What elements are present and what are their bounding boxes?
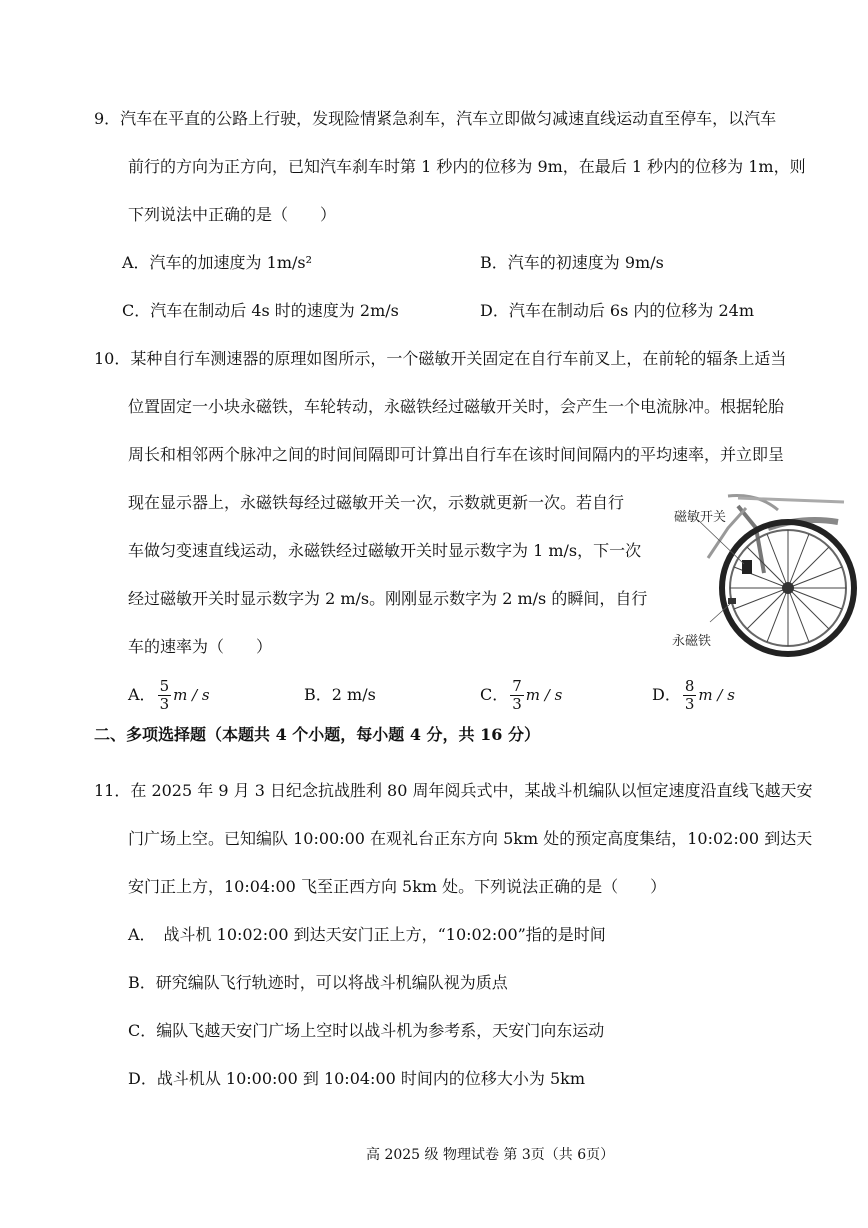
fraction-numerator: 7 xyxy=(512,677,522,695)
q9-option-a: A．汽车的加速度为 1m/s² xyxy=(122,253,313,272)
fraction-5-3 xyxy=(158,678,172,713)
unit-label: m / s xyxy=(173,686,210,704)
q10-line-5: 车做匀变速直线运动，永磁铁经过磁敏开关时显示数字为 1 m/s，下一次 xyxy=(128,541,642,560)
unit-label: m / s xyxy=(698,686,735,704)
q10-option-d-label: D． xyxy=(652,685,681,704)
q9-line-3: 下列说法中正确的是（ ） xyxy=(128,205,337,224)
q10-option-c xyxy=(480,678,562,713)
q9-line-2: 前行的方向为正方向，已知汽车刹车时第 1 秒内的位移为 9m，在最后 1 秒内的位移为 1m，则 xyxy=(128,157,806,176)
q10-line-3: 周长和相邻两个脉冲之间的时间间隔即可计算出自行车在该时间间隔内的平均速率，并立即呈 xyxy=(128,445,785,464)
q9-option-b: B．汽车的初速度为 9m/s xyxy=(480,253,664,272)
q10-line-4: 现在显示器上，永磁铁每经过磁敏开关一次，示数就更新一次。若自行 xyxy=(128,493,625,512)
q9-option-d: D．汽车在制动后 6s 内的位移为 24m xyxy=(480,301,755,320)
q10-option-b: B．2 m/s xyxy=(304,685,376,704)
q11-option-c: C．编队飞越天安门广场上空时以战斗机为参考系，天安门向东运动 xyxy=(128,1021,605,1040)
q10-line-7: 车的速率为（ ） xyxy=(128,637,273,656)
q11-line-1: 11．在 2025 年 9 月 3 日纪念抗战胜利 80 周年阅兵式中，某战斗机编队以恒定速度沿直线飞越天安 xyxy=(94,781,813,800)
q11-option-d: D．战斗机从 10:00:00 到 10:04:00 时间内的位移大小为 5km xyxy=(128,1069,586,1088)
fraction-numerator: 8 xyxy=(684,677,695,695)
q10-option-d xyxy=(652,678,735,713)
fraction-7-3 xyxy=(510,678,524,713)
q10-line-6: 经过磁敏开关时显示数字为 2 m/s。刚刚显示数字为 2 m/s 的瞬间，自行 xyxy=(128,589,648,608)
label-magnetic-switch: 磁敏开关 xyxy=(674,510,727,525)
fraction-denominator: 3 xyxy=(684,695,695,713)
label-permanent-magnet: 永磁铁 xyxy=(672,634,712,649)
bicycle-speedometer-figure xyxy=(668,488,862,658)
q11-option-a: A． 战斗机 10:02:00 到达天安门正上方，“10:02:00”指的是时间 xyxy=(128,925,606,944)
section-2-title: 二、多项选择题（本题共 4 个小题，每小题 4 分，共 16 分） xyxy=(94,725,540,744)
page-footer: 高 2025 级 物理试卷 第 3页（共 6页） xyxy=(366,1147,615,1163)
q11-line-2: 门广场上空。已知编队 10:00:00 在观礼台正东方向 5km 处的预定高度集结，10:02:00 到达天 xyxy=(128,829,813,848)
q10-option-a-label: A． xyxy=(128,685,156,704)
fraction-denominator: 3 xyxy=(512,695,522,713)
permanent-magnet xyxy=(728,598,736,604)
q11-line-3: 安门正上方，10:04:00 飞至正西方向 5km 处。下列说法正确的是（ ） xyxy=(128,877,667,896)
q9-line-1: 9．汽车在平直的公路上行驶，发现险情紧急刹车，汽车立即做匀减速直线运动直至停车，以汽车 xyxy=(94,109,777,128)
magnetic-switch xyxy=(742,560,752,574)
q10-option-c-label: C． xyxy=(480,685,509,704)
q10-option-a xyxy=(128,678,210,713)
fraction-numerator: 5 xyxy=(159,677,170,695)
q9-option-c: C．汽车在制动后 4s 时的速度为 2m/s xyxy=(122,301,399,320)
q11-option-b: B．研究编队飞行轨迹时，可以将战斗机编队视为质点 xyxy=(128,973,508,992)
fraction-8-3 xyxy=(683,678,697,713)
fraction-denominator: 3 xyxy=(159,695,170,713)
q10-line-2: 位置固定一小块永磁铁，车轮转动，永磁铁经过磁敏开关时，会产生一个电流脉冲。根据轮胎 xyxy=(128,397,785,416)
unit-label: m / s xyxy=(525,686,563,704)
q10-line-1: 10．某种自行车测速器的原理如图所示，一个磁敏开关固定在自行车前叉上，在前轮的辐条上适当 xyxy=(94,349,787,368)
